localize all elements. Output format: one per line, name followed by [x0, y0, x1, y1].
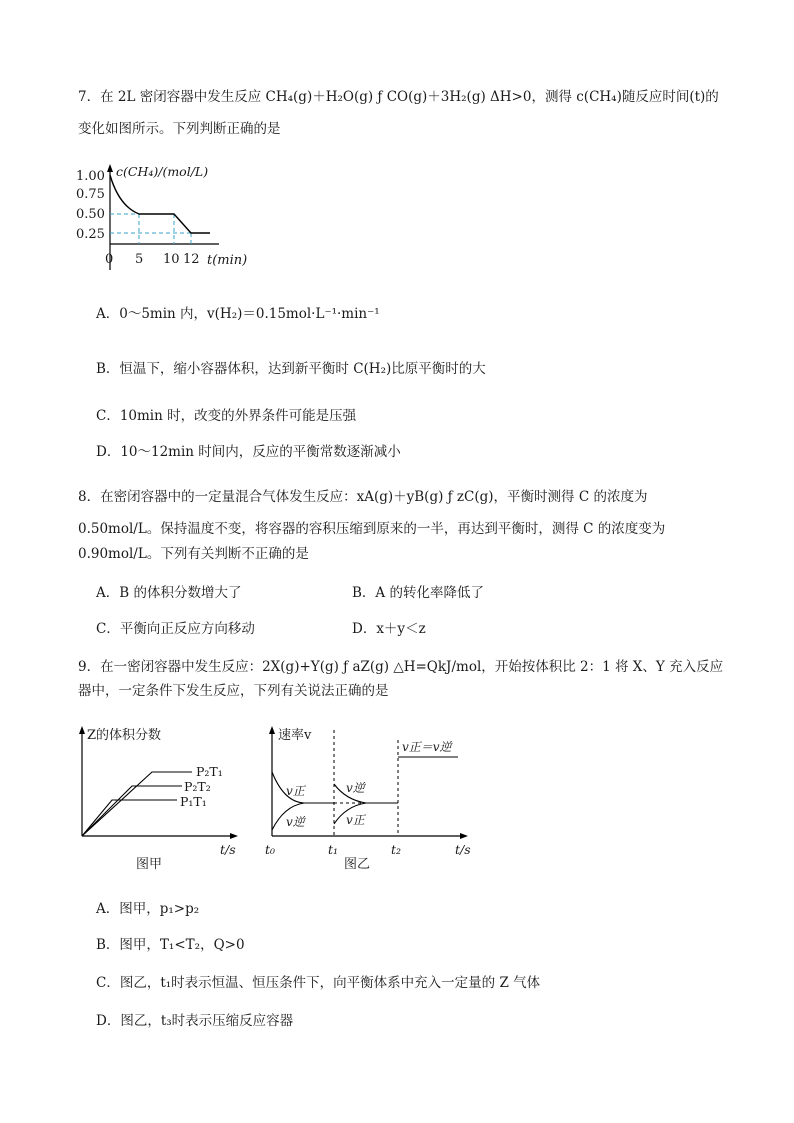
- q7-xtick-12: 12: [183, 252, 200, 267]
- q9b-caption: 图乙: [344, 857, 371, 872]
- q7-option-b: B．恒温下，缩小容器体积，达到新平衡时 C(H₂)比原平衡时的大: [96, 361, 486, 377]
- q9a-xlabel: t/s: [220, 842, 236, 857]
- q9b-xtick-t0: t₀: [265, 842, 276, 857]
- q8-stem-line2: 0.50mol/L。保持温度不变，将容器的容积压缩到原来的一半，再达到平衡时，测得 C 的浓度变为: [78, 521, 666, 537]
- q9b-label-vrev-2: v逆: [346, 781, 365, 795]
- q9-option-b: B．图甲，T₁<T₂，Q>0: [96, 937, 245, 953]
- q9b-label-vfwd-2: v正: [346, 813, 365, 827]
- q9b-y-axis-arrow: [269, 726, 275, 734]
- q8-stem-line3: 0.90mol/L。下列有关判断不正确的是: [78, 546, 309, 562]
- q8-option-b: B．A 的转化率降低了: [352, 585, 484, 601]
- q9-graph-yi: [262, 720, 482, 880]
- q7-ytick-4: 0.25: [76, 227, 105, 242]
- q9-stem-line1: 9．在一密闭容器中发生反应：2X(g)+Y(g) ƒ aZ(g) △H=QkJ/mol，开始按体积比 2：1 将 X、Y 充入反应: [78, 659, 724, 675]
- q7-ytick-2: 0.75: [76, 187, 105, 202]
- q7-option-a: A．0～5min 内，v(H₂)＝0.15mol·L⁻¹·min⁻¹: [96, 306, 380, 322]
- q9b-xtick-t2: t₂: [391, 842, 402, 857]
- q9b-xtick-t1: t₁: [328, 842, 339, 857]
- q9a-y-axis-arrow: [79, 726, 85, 734]
- q7-xtick-10: 10: [163, 252, 180, 267]
- q7-y-axis-arrow: [107, 164, 113, 172]
- q9-option-d: D．图乙，t₃时表示压缩反应容器: [96, 1013, 294, 1029]
- q9-option-c: C．图乙，t₁时表示恒温、恒压条件下，向平衡体系中充入一定量的 Z 气体: [96, 975, 541, 991]
- q9b-label-vrev-1: v逆: [286, 815, 305, 829]
- q9b-vrev-curve-2: [334, 784, 398, 803]
- q9a-label-p2t2: P₂T₂: [184, 779, 211, 794]
- q9b-ylabel: 速率v: [278, 728, 312, 743]
- q9-stem-line2: 器中，一定条件下发生反应，下列有关说法正确的是: [78, 683, 389, 699]
- q7-xtick-0: 0: [105, 252, 114, 267]
- q8-option-c: C．平衡向正反应方向移动: [96, 621, 255, 637]
- q7-option-c: C．10min 时，改变的外界条件可能是压强: [96, 408, 357, 424]
- q9b-x-axis-arrow: [460, 833, 468, 839]
- q9a-label-p1t1: P₁T₁: [180, 794, 207, 809]
- q9-graph-jia: [72, 720, 252, 880]
- q9a-ylabel: Z的体积分数: [87, 728, 162, 743]
- q9a-curve-p2t2: [82, 786, 182, 836]
- q9a-curve-p1t1: [82, 800, 177, 836]
- q7-ytick-3: 0.50: [76, 207, 105, 222]
- q7-concentration-graph: [74, 158, 274, 278]
- q7-stem-line2: 变化如图所示。下列判断正确的是: [78, 121, 281, 137]
- q8-stem-line1: 8．在密闭容器中的一定量混合气体发生反应：xA(g)＋yB(g) ƒ zC(g)，平衡时测得 C 的浓度为: [78, 489, 648, 505]
- q7-xtick-5: 5: [135, 252, 144, 267]
- q9b-xlabel: t/s: [455, 842, 471, 857]
- q9a-x-axis-arrow: [230, 833, 238, 839]
- q7-option-d: D．10～12min 时间内，反应的平衡常数逐渐减小: [96, 444, 401, 460]
- q9a-label-p2t1: P₂T₁: [196, 764, 223, 779]
- q9-option-a: A．图甲，p₁>p₂: [96, 901, 200, 917]
- q7-stem-line1: 7．在 2L 密闭容器中发生反应 CH₄(g)＋H₂O(g) ƒ CO(g)＋3H₂(g) ΔH>0，测得 c(CH₄)随反应时间(t)的: [78, 89, 719, 105]
- q7-ylabel: c(CH₄)/(mol/L): [116, 164, 209, 179]
- q8-option-a: A．B 的体积分数增大了: [96, 585, 242, 601]
- q9b-label-vfwd-1: v正: [286, 784, 305, 798]
- q9a-caption: 图甲: [136, 857, 163, 872]
- q9b-label-equal: v正＝v逆: [402, 740, 452, 754]
- q9a-curve-p2t1: [82, 772, 192, 836]
- q7-curve: [110, 175, 210, 233]
- q7-ytick-1: 1.00: [76, 169, 105, 184]
- q7-xlabel: t(min): [207, 253, 248, 268]
- q8-option-d: D．x＋y＜z: [352, 621, 426, 637]
